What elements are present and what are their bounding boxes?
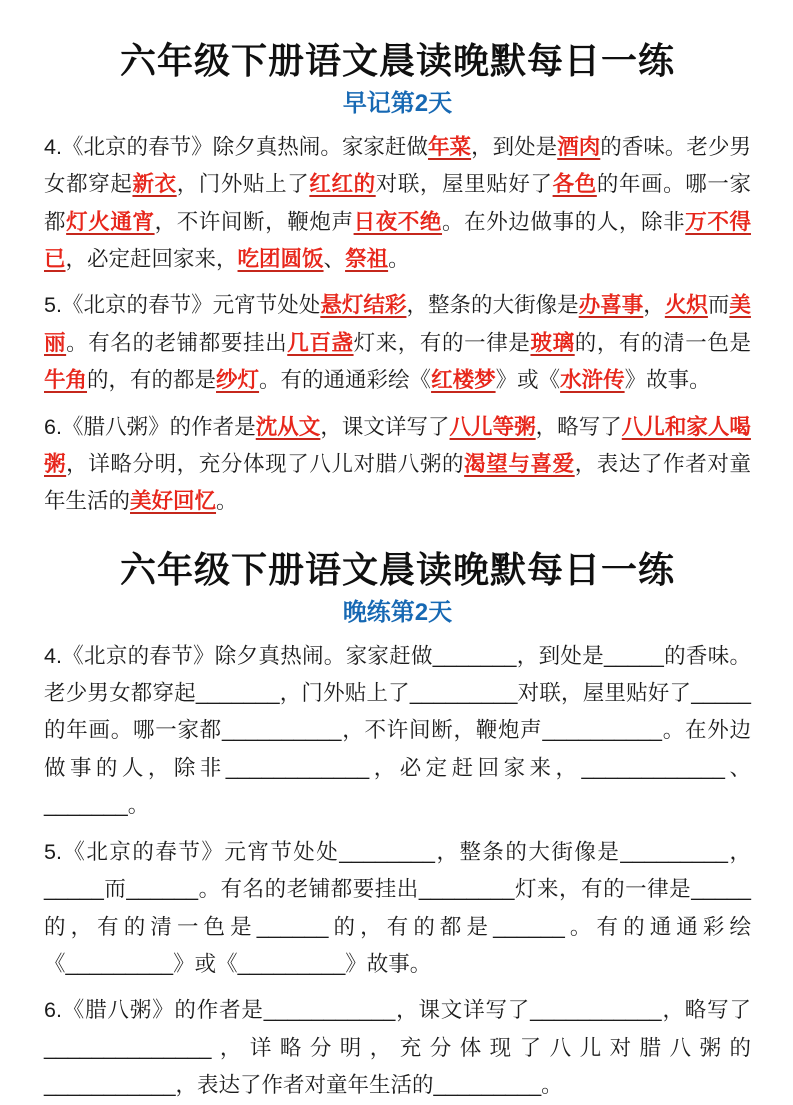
answer-text: 玻璃 [530,330,575,355]
body-text: ，详略分明，充分体现了八儿对腊八粥的 [211,1035,751,1060]
body-text: 对联，屋里贴好了 [375,172,553,197]
body-text: 》故事。 [345,951,432,976]
blank-line: _________ [433,1073,542,1098]
answer-text: 渴望与喜爱 [464,452,575,477]
blank-line: ______ [126,877,199,902]
body-text: 。有的通通彩绘《 [44,914,751,976]
evening-practice-section [44,547,751,1105]
morning-recite-section [44,38,751,521]
body-text: 》故事。 [624,368,711,393]
answer-text: 红红的 [309,172,376,197]
answer-text: 酒肉 [557,134,601,159]
blank-line: ________ [339,839,435,864]
answer-text: 悬灯结彩 [320,293,407,318]
body-text: ，到处是 [471,134,558,159]
blank-line: __________ [221,718,342,743]
body-text: 的，有的都是 [328,914,494,939]
blank-line: ___________ [530,998,662,1023]
body-text: 》或《 [495,368,561,393]
body-text: ，必定赶回家来， [65,247,238,272]
body-text: ，详略分明，充分体现了八儿对腊八粥的 [66,452,465,477]
evening-day-subtitle: 晚练第2天 [342,598,453,626]
body-text: 。有名的老铺都要挂出 [198,877,419,902]
blank-line: __________ [542,718,663,743]
answer-text: 日夜不绝 [353,209,443,234]
morning-paragraphs [44,129,751,521]
body-text: ，略写了 [535,414,622,439]
body-text: 》或《 [173,951,238,976]
body-text: 、 [725,755,751,780]
body-text: 的年画。哪一家都 [44,172,751,234]
body-text: ，门外贴上了 [176,172,310,197]
evening-paragraphs [44,638,751,1105]
answer-text: 火炽 [664,293,708,318]
answer-text: 年菜 [428,134,472,159]
body-text: 。 [127,793,150,818]
body-text: 5.《北京的春节》元宵节处处 [44,839,340,864]
answer-text: 水浒传 [560,368,625,393]
answer-text: 八儿和家人喝粥 [44,414,751,477]
body-text: ，课文详写了 [395,998,531,1023]
blank-line: ____________ [225,755,370,780]
body-text: 的香味。老少男女都穿起 [44,643,751,706]
paragraph [44,992,751,1104]
body-text: 的香味。老少男女都穿起 [44,134,751,197]
blank-line: _________ [237,951,346,976]
blank-line: ______ [256,914,329,939]
body-text: 。在外边做事的人，除非 [44,718,751,780]
answer-text: 祭祖 [345,247,389,272]
answer-text: 办喜事 [578,293,644,318]
answer-text: 吃团圆饭 [237,247,324,272]
body-text: 。在外边做事的人，除非 [442,209,686,234]
body-text: 、 [323,247,346,272]
body-text: ，必定赶回家来， [369,755,582,780]
body-text: ， [643,293,665,318]
body-text: 4.《北京的春节》除夕真热闹。家家赶做 [44,643,433,668]
body-text: ，到处是 [516,643,604,668]
body-text: 5.《北京的春节》元宵节处处 [44,293,321,318]
body-text: ，不许间断，鞭炮声 [341,718,543,743]
body-text: 而 [707,293,730,318]
body-text: 。 [388,247,410,272]
blank-line: _________ [620,839,728,864]
body-text: 。 [216,489,238,514]
answer-text: 万不得已 [44,209,751,272]
body-text: 6.《腊八粥》的作者是 [44,414,256,439]
paragraph [44,409,751,521]
blank-line: _____ [44,877,104,902]
answer-text: 红楼梦 [431,368,496,393]
body-text: 4.《北京的春节》除夕真热闹。家家赶做 [44,134,428,159]
body-text: 灯来，有的一律是 [353,330,531,355]
answer-text: 牛角 [44,368,88,393]
body-text: 的，有的清一色是 [574,330,751,355]
blank-line: _________ [409,681,518,706]
blank-line: ___________ [263,998,396,1023]
paragraph [44,834,751,984]
body-text: ，整条的大街像是 [434,839,621,864]
blank-line: ______ [493,914,565,939]
body-text: 的，有的清一色是 [44,914,257,939]
blank-line: _______ [44,793,128,818]
paragraph [44,287,751,399]
body-text: 。有名的老铺都要挂出 [66,330,288,355]
body-text: ，略写了 [661,998,751,1023]
body-text: ，课文详写了 [320,414,450,439]
body-text: 的，有的都是 [87,368,217,393]
blank-line: ______________ [44,1035,212,1060]
body-text: 而 [103,877,127,902]
body-text: 的年画。哪一家都 [44,718,222,743]
answer-text: 八儿等粥 [449,414,536,439]
paragraph [44,129,751,279]
blank-line: _____ [691,877,751,902]
page-title: 六年级下册语文晨读晚默每日一练 [119,40,675,81]
blank-line: _____ [604,643,664,668]
blank-line: _____ [691,681,751,706]
blank-line: ____________ [581,755,725,780]
answer-text: 几百盏 [287,330,354,355]
paragraph [44,638,751,825]
body-text: ， [728,839,751,864]
body-text: ，表达了作者对童年生活的 [44,452,751,514]
answer-text: 灯火通宵 [66,209,155,234]
answer-text: 美丽 [44,293,751,355]
answer-text: 各色 [552,172,597,197]
body-text: ，门外贴上了 [279,681,410,706]
body-text: 6.《腊八粥》的作者是 [44,998,264,1023]
body-text: ，不许间断，鞭炮声 [154,209,354,234]
blank-line: _________ [65,951,174,976]
body-text: ，整条的大街像是 [406,293,579,318]
body-text: ，表达了作者对童年生活的 [175,1073,434,1098]
blank-line: ___________ [44,1073,176,1098]
answer-text: 沈从文 [255,414,321,439]
body-text: 。有的通通彩绘《 [259,368,432,393]
body-text: 。 [541,1073,563,1098]
answer-text: 新衣 [132,172,177,197]
answer-text: 美好回忆 [130,489,217,514]
blank-line: ________ [418,877,515,902]
page-title-repeat: 六年级下册语文晨读晚默每日一练 [119,548,675,590]
body-text: 对联，屋里贴好了 [517,681,692,706]
body-text: 灯来，有的一律是 [514,877,692,902]
morning-day-subtitle: 早记第2天 [342,89,453,117]
blank-line: _______ [195,681,280,706]
blank-line: _______ [432,643,517,668]
answer-text: 纱灯 [216,368,260,393]
